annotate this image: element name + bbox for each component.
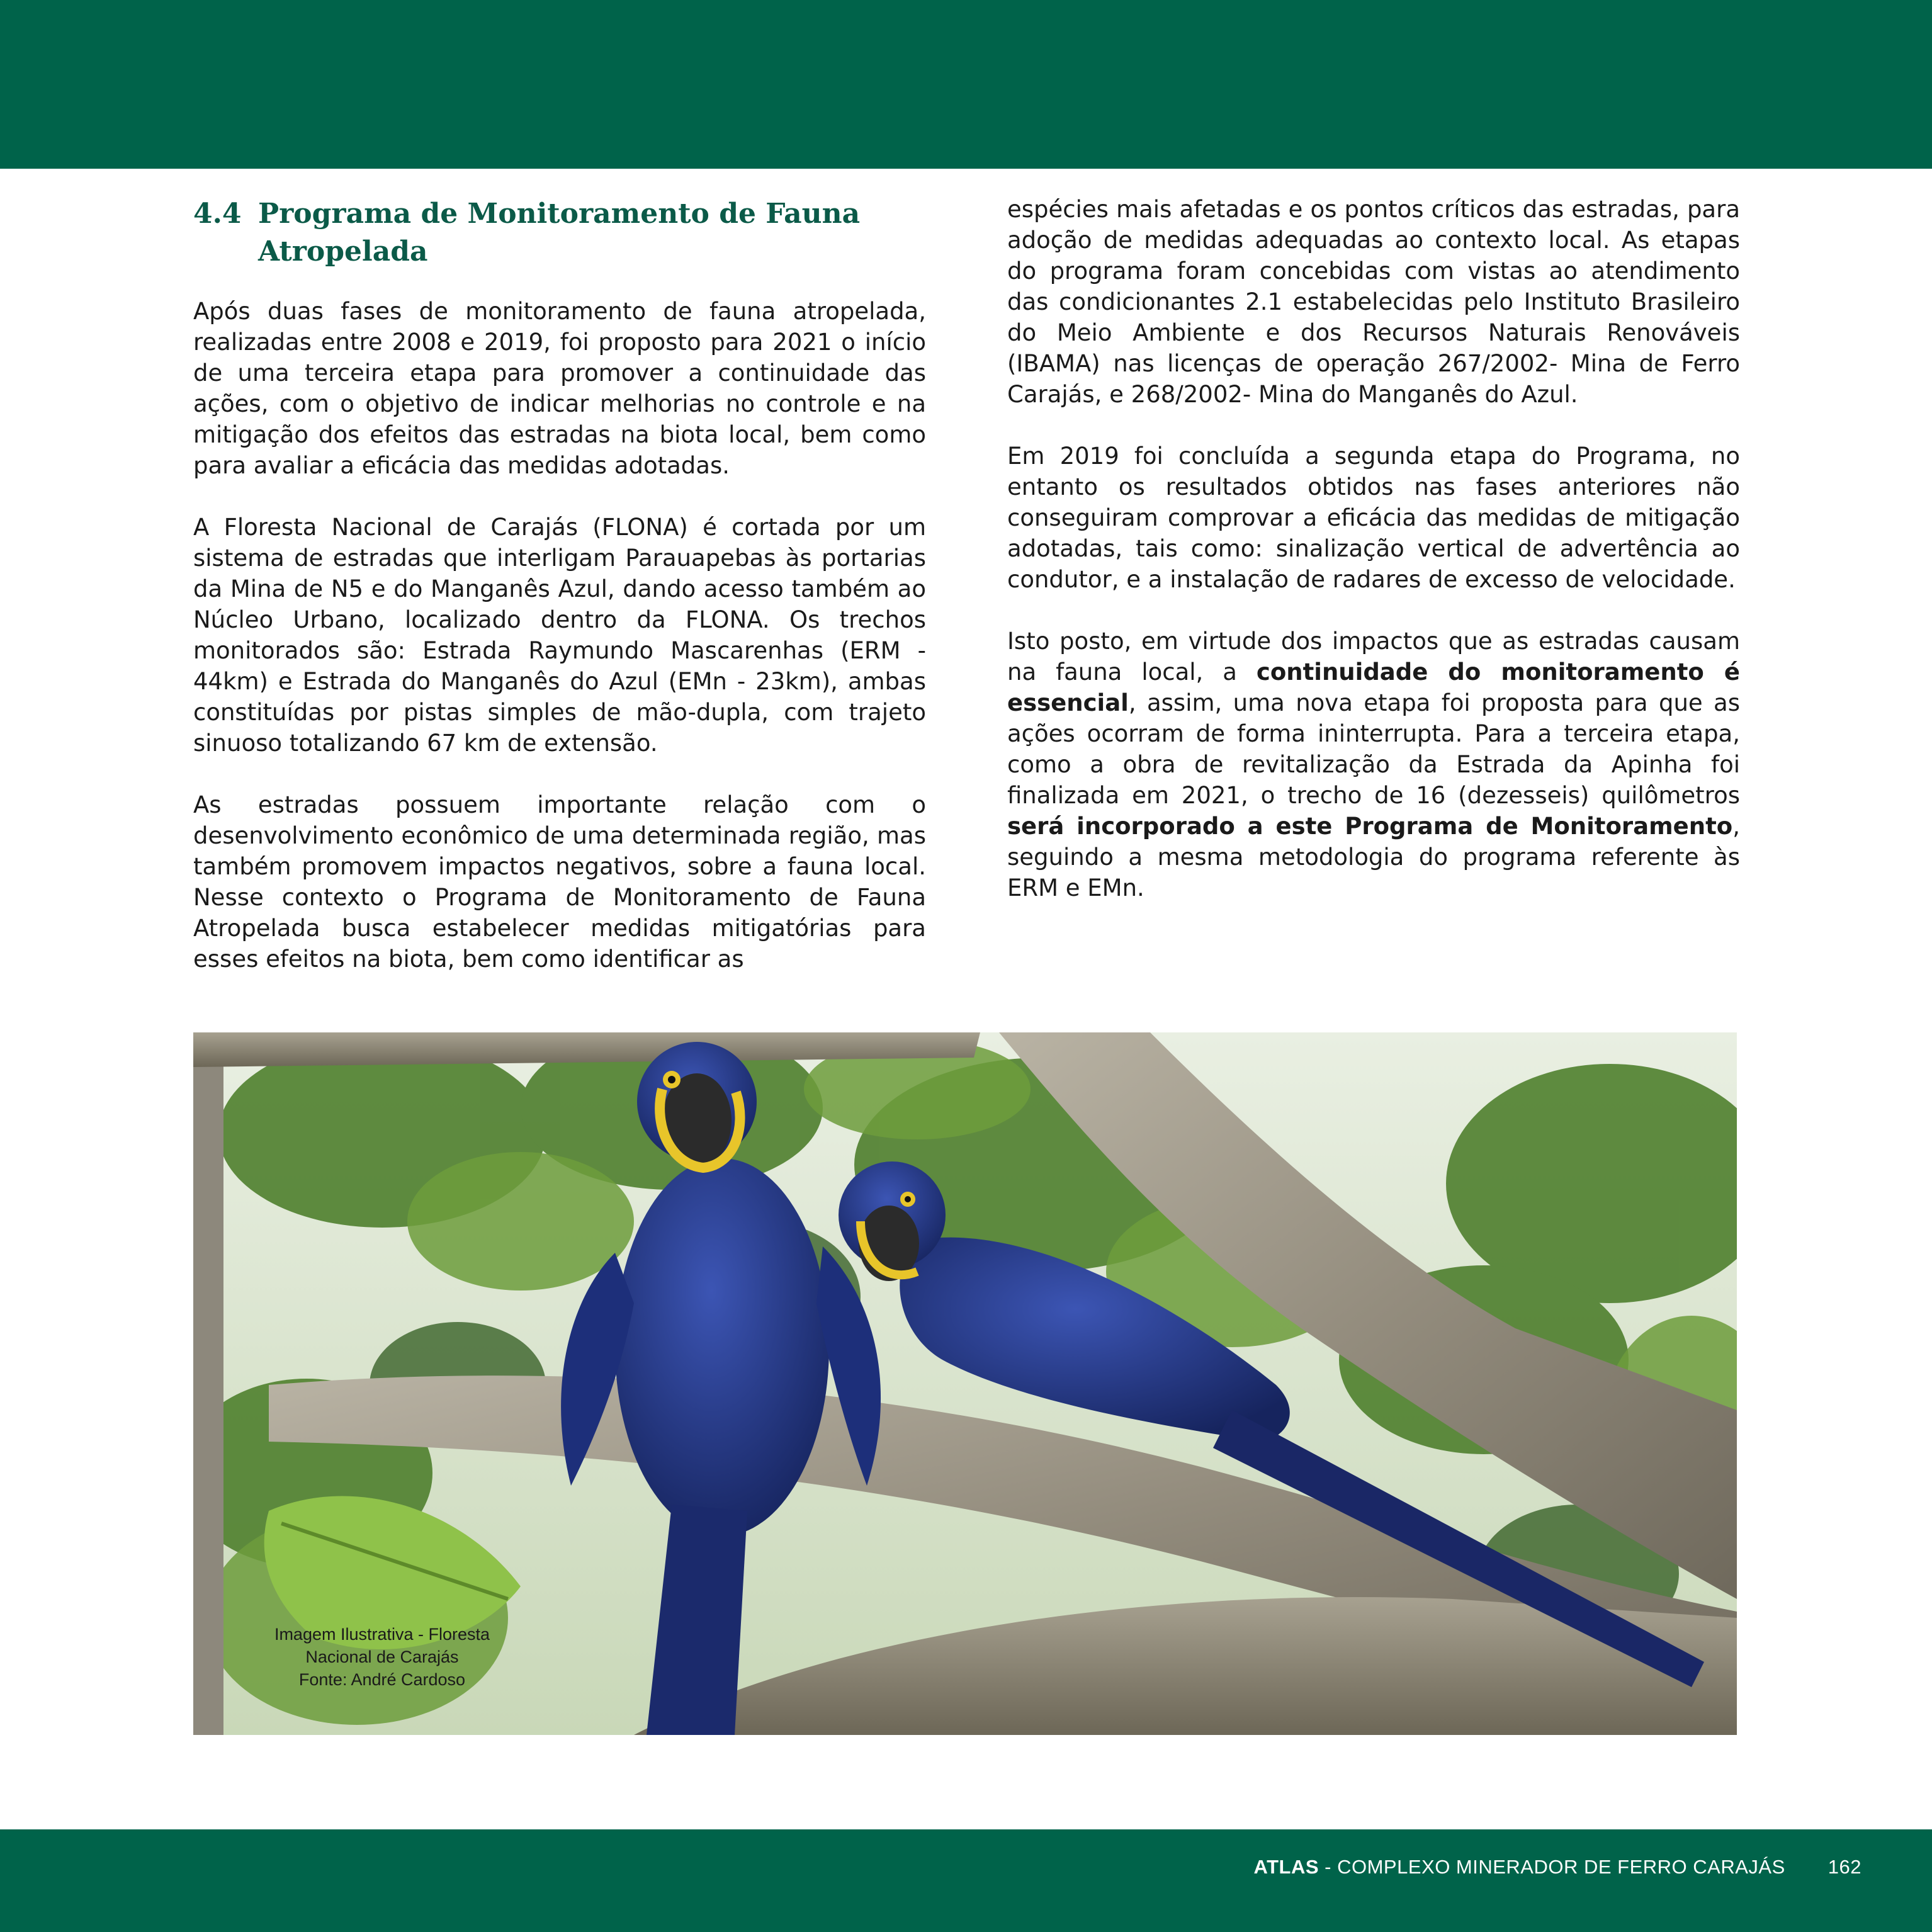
page-number: 162 bbox=[1827, 1856, 1861, 1878]
right-column bbox=[1007, 194, 1740, 903]
paragraph: Em 2019 foi concluída a segunda etapa do Programa, no entanto os resultados obtidos nas fases anteriores não conseguiram comprovar a eficácia das medidas de mitigação adotadas, tais como: sinalização vertical de advertência ao condutor, e a instalação de radares de excesso de velocidade. bbox=[1007, 443, 1740, 593]
section-number: 4.4 bbox=[193, 198, 242, 230]
macaw-photo bbox=[193, 1032, 1737, 1735]
footer-band bbox=[0, 1829, 1932, 1932]
emphasis: continuidade do monitoramento é essencial bbox=[1007, 658, 1741, 716]
emphasis: será incorporado a este Programa de Monitoramento bbox=[1007, 813, 1733, 840]
section-title: Programa de Monitoramento de Fauna Atropelada bbox=[258, 198, 861, 268]
paragraph: As estradas possuem importante relação com o desenvolvimento econômico de uma determinada região, mas também promovem impactos negativos, sobre a fauna local. Nesse contexto o Programa de Monitoramento de Fauna Atropelada busca estabelecer medidas mitigatórias para esses efeitos na biota, bem como identificar as bbox=[193, 791, 926, 973]
footer-subtitle: - COMPLEXO MINERADOR DE FERRO CARAJÁS bbox=[1319, 1856, 1785, 1878]
paragraph: espécies mais afetadas e os pontos críticos das estradas, para adoção de medidas adequadas ao contexto local. As etapas do programa foram concebidas com vistas ao atendimento das condicionantes 2.1 estabelecidas pelo Instituto Brasileiro do Meio Ambiente e dos Recursos Naturais Renováveis (IBAMA) nas licenças de operação 267/2002- Mina de Ferro Carajás, e 268/2002- Mina do Manganês do Azul. bbox=[1007, 196, 1740, 408]
footer bbox=[1254, 1856, 1861, 1878]
photo-caption: Imagem Ilustrativa - Floresta Nacional de Carajás Fonte: André Cardoso bbox=[274, 1625, 490, 1689]
section-heading bbox=[193, 195, 926, 271]
footer-atlas: ATLAS bbox=[1253, 1856, 1319, 1878]
paragraph: A Floresta Nacional de Carajás (FLONA) é cortada por um sistema de estradas que interligam Parauapebas às portarias da Mina de N5 e do Manganês Azul, dando acesso também ao Núcleo Urbano, localizado dentro da FLONA. Os trechos monitorados são: Estrada Raymundo Mascarenhas (ERM - 44km) e Estrada do Manganês do Azul (EMn - 23km), ambas constituídas por pistas simples de mão-dupla, com trajeto sinuoso totalizando 67 km de extensão. bbox=[193, 514, 926, 757]
paragraph: Após duas fases de monitoramento de fauna atropelada, realizadas entre 2008 e 2019, foi proposto para 2021 o início de uma terceira etapa para promover a continuidade das ações, com o objetivo de indicar melhorias no controle e na mitigação dos efeitos das estradas na biota local, bem como para avaliar a eficácia das medidas adotadas. bbox=[193, 298, 926, 479]
left-column bbox=[193, 195, 926, 974]
header-band bbox=[0, 0, 1932, 169]
paragraph: Isto posto, em virtude dos impactos que as estradas causam na fauna local, a continuidade do monitoramento é essencial, assim, uma nova etapa foi proposta para que as ações ocorram de forma ininterrupta. Para a terceira etapa, como a obra de revitalização da Estrada da Apinha foi finalizada em 2021, o trecho de 16 (dezesseis) quilômetros será incorporado a este Programa de Monitoramento, seguindo a mesma metodologia do programa referente às ERM e EMn. bbox=[1007, 628, 1741, 901]
